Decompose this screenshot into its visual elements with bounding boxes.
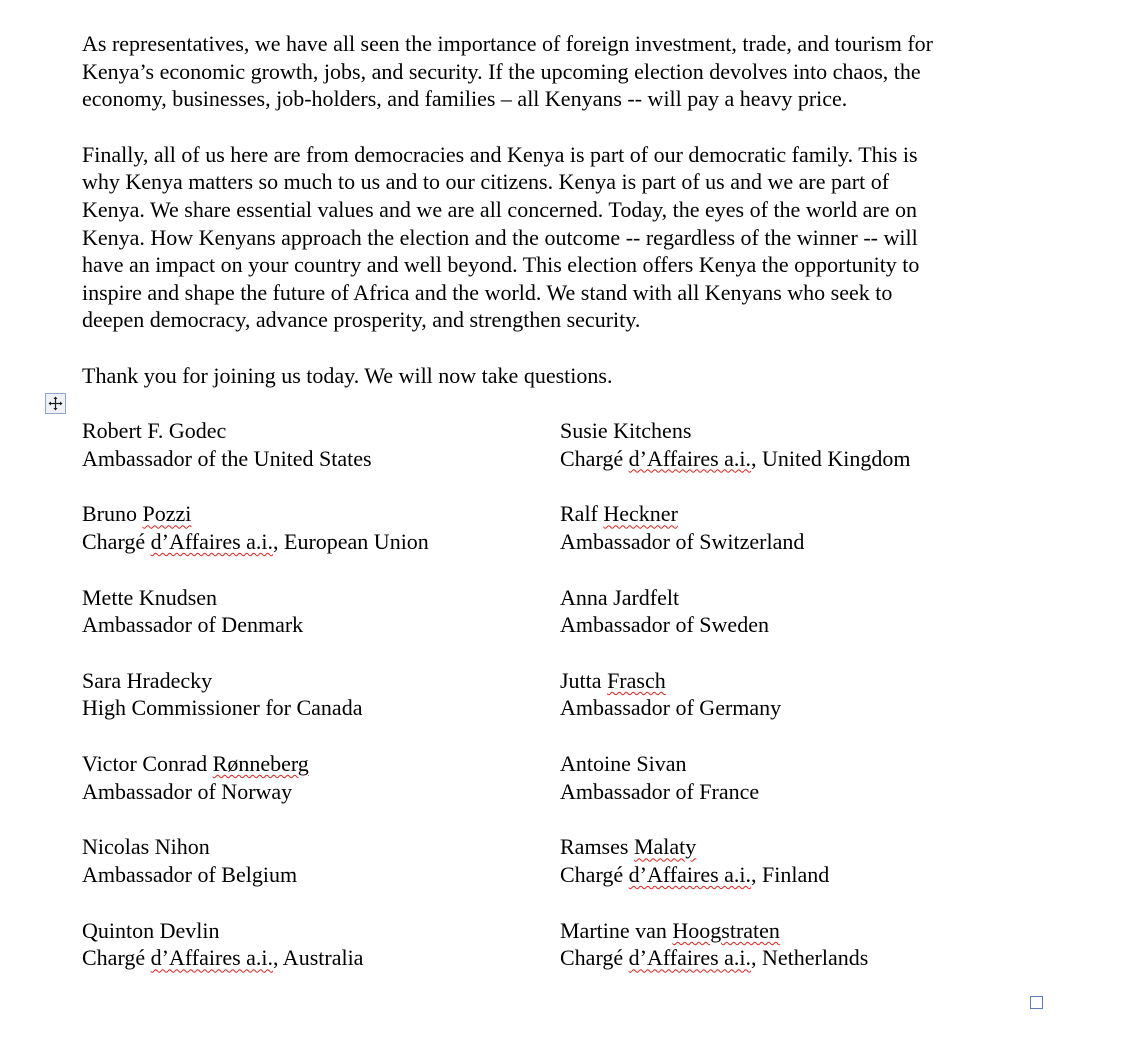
- move-arrows-icon: [48, 396, 63, 411]
- title-text: , Australia: [273, 945, 364, 971]
- signatory-name: [82, 500, 560, 528]
- signatory-name: Susie Kitchens: [560, 418, 692, 443]
- signatory-title: [82, 944, 560, 972]
- table-row: [82, 917, 1042, 1000]
- name-text: Martine van: [560, 917, 673, 943]
- table-row: [82, 417, 1042, 500]
- title-text: Chargé: [560, 862, 629, 888]
- spelling-flag[interactable]: d’Affaires a.i.: [628, 862, 752, 888]
- signatory-cell[interactable]: [82, 750, 560, 833]
- signatory-cell[interactable]: [560, 917, 1038, 1000]
- spelling-flag[interactable]: d’Affaires a.i.: [150, 528, 274, 554]
- signatory-title: Ambassador of Norway: [82, 778, 293, 804]
- spelling-flag[interactable]: Pozzi: [142, 501, 192, 527]
- signatory-cell[interactable]: [560, 584, 1038, 667]
- signatory-title: [560, 944, 1038, 972]
- paragraph-democratic-family: Finally, all of us here are from democracies and Kenya is part of our democratic family. This is why Kenya matters so much to us and to our citizens. Kenya is part of us and we are part of Kenya. We share essential values and we are all concerned. Today, the eyes of the world are on Kenya. How Kenyans approach the election and the outcome -- regardless of the winner -- will have an impact on your country and well beyond. This election offers Kenya the opportunity to inspire and shape the future of Africa and the world. We stand with all Kenyans who seek to deepen democracy, advance prosperity, and strengthen security.: [82, 141, 920, 333]
- table-row: [82, 584, 1042, 667]
- signatory-title: Ambassador of Denmark: [82, 612, 304, 638]
- signatory-title: Ambassador of France: [560, 778, 760, 804]
- signatory-name: Sara Hradecky: [82, 667, 213, 693]
- signatory-name: Antoine Sivan: [560, 751, 687, 777]
- title-text: , European Union: [273, 528, 429, 554]
- signatory-title: Ambassador of Belgium: [82, 862, 298, 888]
- signatory-cell[interactable]: [560, 667, 1038, 750]
- paragraph-closing: Thank you for joining us today. We will now take questions.: [82, 362, 613, 388]
- spelling-flag[interactable]: Hoogstraten: [672, 917, 780, 943]
- signatory-title: Ambassador of Switzerland: [560, 528, 805, 554]
- signatory-title: [560, 861, 1038, 889]
- signatories-table[interactable]: [82, 417, 1042, 1000]
- spelling-flag[interactable]: Malaty: [633, 834, 697, 860]
- name-text: Victor Conrad: [82, 751, 213, 777]
- signatory-title: High Commissioner for Canada: [82, 695, 363, 721]
- title-text: Chargé: [560, 945, 629, 971]
- signatory-cell[interactable]: [560, 833, 1038, 916]
- title-text: , Finland: [751, 862, 830, 888]
- signatory-name: Mette Knudsen: [82, 584, 218, 610]
- signatory-title: Ambassador of Sweden: [560, 612, 769, 638]
- signatory-name: [560, 667, 1038, 695]
- signatory-name: [560, 500, 1038, 528]
- signatory-name: [560, 833, 1038, 861]
- signatory-name: Quinton Devlin: [82, 917, 220, 943]
- signatory-cell[interactable]: [560, 750, 1038, 833]
- table-row: [82, 750, 1042, 833]
- table-move-handle[interactable]: [45, 393, 66, 414]
- title-text: Chargé: [82, 945, 151, 971]
- title-text: Chargé: [82, 528, 151, 554]
- spelling-flag[interactable]: d’Affaires a.i.: [150, 945, 274, 971]
- signatory-title: [560, 445, 1038, 473]
- spelling-flag[interactable]: d’Affaires a.i.: [628, 445, 752, 471]
- signatory-cell[interactable]: [82, 917, 560, 1000]
- title-text: Chargé: [560, 445, 629, 471]
- title-text: , United Kingdom: [751, 445, 911, 471]
- spelling-flag[interactable]: d’Affaires a.i.: [628, 945, 752, 971]
- spelling-flag[interactable]: Frasch: [607, 667, 666, 693]
- signatory-cell[interactable]: [82, 667, 560, 750]
- signatory-name: [560, 917, 1038, 945]
- table-row: [82, 667, 1042, 750]
- title-text: , Netherlands: [751, 945, 869, 971]
- signatory-cell[interactable]: [560, 417, 1038, 500]
- signatory-cell[interactable]: [82, 500, 560, 583]
- signatory-cell[interactable]: [82, 417, 560, 500]
- signatory-title: [82, 528, 560, 556]
- name-text: Bruno: [82, 501, 143, 527]
- spelling-flag[interactable]: Heckner: [603, 501, 678, 527]
- table-row: [82, 833, 1042, 916]
- signatory-cell[interactable]: [82, 833, 560, 916]
- name-text: Jutta: [560, 667, 608, 693]
- name-text: Ralf: [560, 501, 604, 527]
- signatory-title: Ambassador of the United States: [82, 445, 372, 471]
- signatory-name: Robert F. Godec: [82, 418, 227, 443]
- table-row: [82, 500, 1042, 583]
- signatory-name: Anna Jardfelt: [560, 584, 680, 610]
- name-text: Ramses: [560, 834, 634, 860]
- document-body[interactable]: [82, 30, 1082, 390]
- signatory-name: Nicolas Nihon: [82, 834, 210, 860]
- signatory-name: [82, 750, 560, 778]
- signatory-title: Ambassador of Germany: [560, 695, 782, 721]
- spelling-flag[interactable]: Rønneberg: [212, 751, 309, 777]
- paragraph-economic-impact: As representatives, we have all seen the importance of foreign investment, trade, and tourism for Kenya’s economic growth, jobs, and security. If the upcoming election devolves into chaos, the economy, businesses, job-holders, and families – all Kenyans -- will pay a heavy price.: [82, 31, 933, 112]
- signatory-cell[interactable]: [82, 584, 560, 667]
- signatory-cell[interactable]: [560, 500, 1038, 583]
- resize-square-icon[interactable]: [1030, 996, 1043, 1009]
